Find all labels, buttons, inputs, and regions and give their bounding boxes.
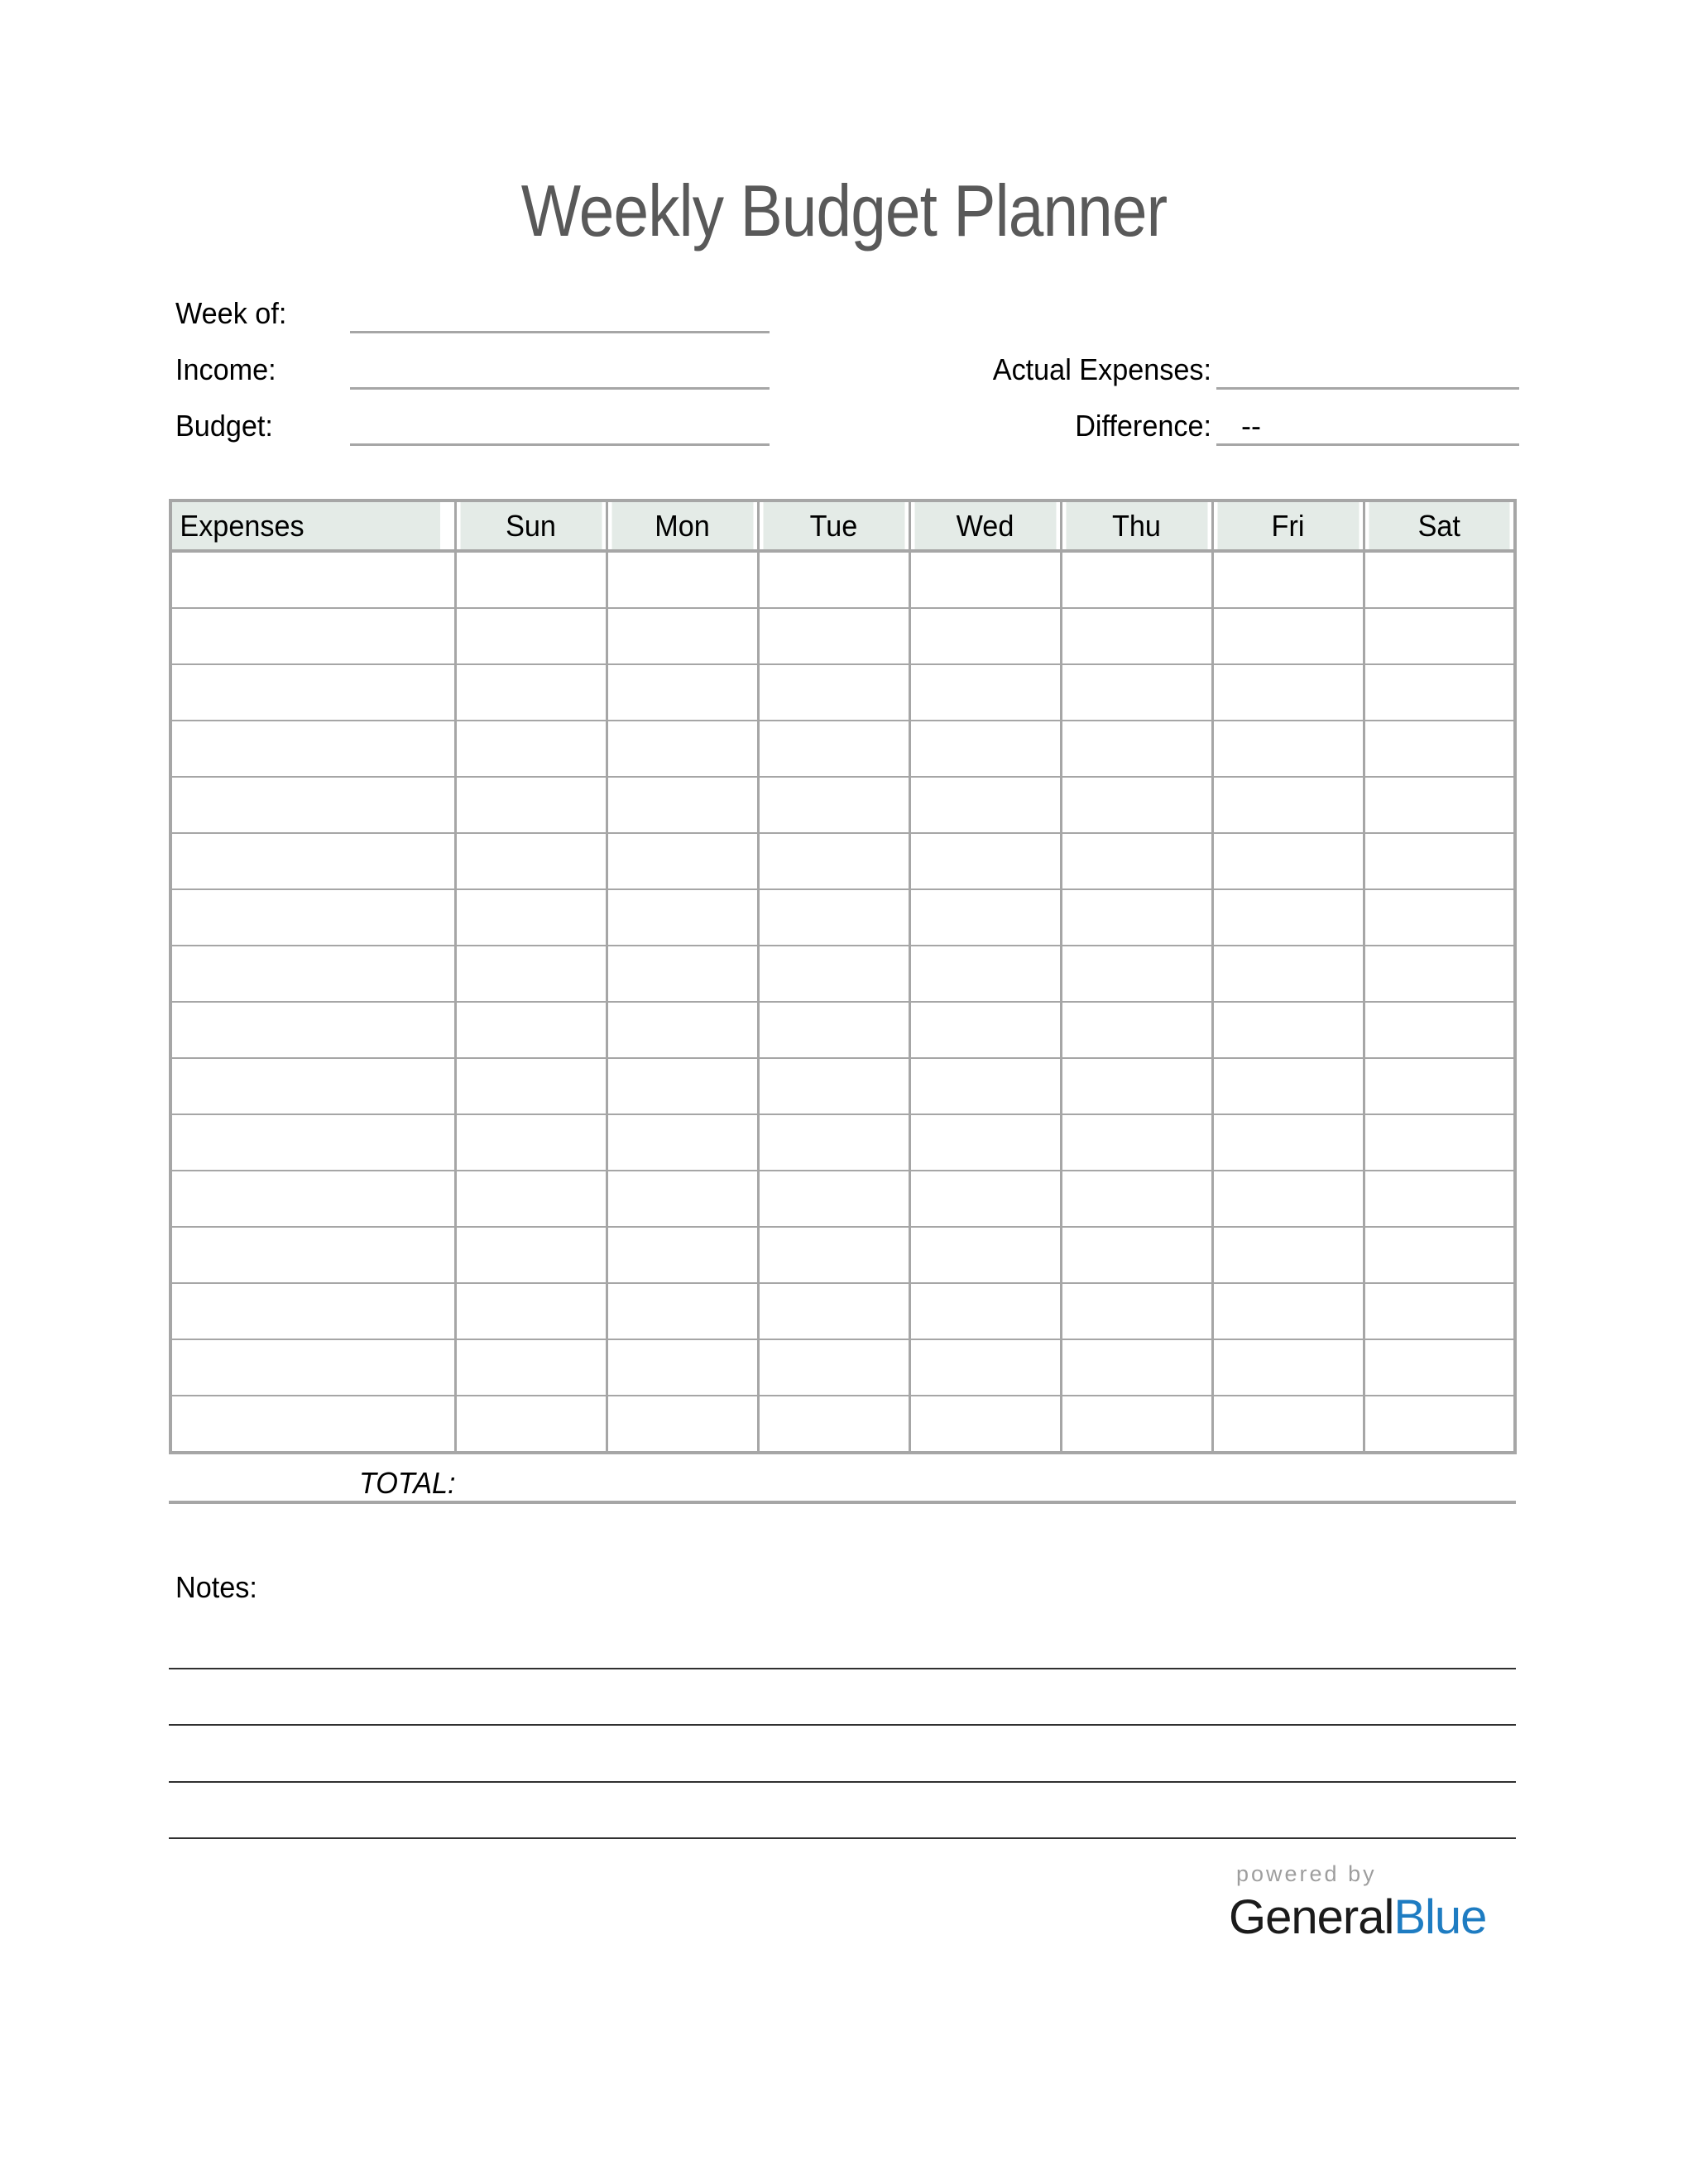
day-cell-mon[interactable] (607, 1396, 758, 1453)
expense-name-cell[interactable] (170, 777, 455, 833)
expense-name-cell[interactable] (170, 1227, 455, 1283)
day-cell-fri[interactable] (1212, 889, 1364, 946)
table-row (170, 946, 1515, 1002)
day-cell-thu[interactable] (1061, 608, 1212, 664)
day-cell-sat[interactable] (1364, 1114, 1515, 1171)
day-cell-mon[interactable] (607, 608, 758, 664)
expense-name-cell[interactable] (170, 1114, 455, 1171)
day-cell-wed[interactable] (909, 1002, 1061, 1058)
day-cell-sat[interactable] (1364, 1227, 1515, 1283)
day-cell-sat[interactable] (1364, 1171, 1515, 1227)
day-cell-sun[interactable] (455, 777, 607, 833)
day-cell-mon[interactable] (607, 777, 758, 833)
day-cell-fri[interactable] (1212, 1283, 1364, 1339)
day-cell-tue[interactable] (758, 608, 909, 664)
day-cell-sun[interactable] (455, 1114, 607, 1171)
day-cell-wed[interactable] (909, 551, 1061, 608)
week-of-label: Week of: (175, 296, 287, 330)
day-cell-tue[interactable] (758, 1114, 909, 1171)
table-row (170, 1396, 1515, 1453)
day-cell-thu[interactable] (1061, 1283, 1212, 1339)
column-header: Sat (1368, 500, 1512, 551)
day-cell-sun[interactable] (455, 1002, 607, 1058)
expenses-table-header (170, 500, 1515, 551)
income-label: Income: (175, 352, 276, 386)
day-cell-tue[interactable] (758, 1283, 909, 1339)
day-cell-mon[interactable] (607, 551, 758, 608)
day-cell-thu[interactable] (1061, 1396, 1212, 1453)
day-cell-sat[interactable] (1364, 889, 1515, 946)
day-cell-sun[interactable] (455, 889, 607, 946)
day-cell-wed[interactable] (909, 946, 1061, 1002)
day-cell-wed[interactable] (909, 777, 1061, 833)
day-cell-fri[interactable] (1212, 1058, 1364, 1114)
day-cell-thu[interactable] (1061, 551, 1212, 608)
day-cell-wed[interactable] (909, 1227, 1061, 1283)
day-cell-mon[interactable] (607, 664, 758, 721)
day-cell-tue[interactable] (758, 551, 909, 608)
day-cell-thu[interactable] (1061, 664, 1212, 721)
day-cell-fri[interactable] (1212, 1171, 1364, 1227)
day-cell-tue[interactable] (758, 777, 909, 833)
day-cell-thu[interactable] (1061, 1227, 1212, 1283)
day-cell-fri[interactable] (1212, 833, 1364, 889)
day-cell-sat[interactable] (1364, 721, 1515, 777)
day-cell-tue[interactable] (758, 721, 909, 777)
table-row (170, 1339, 1515, 1396)
day-cell-sun[interactable] (455, 551, 607, 608)
table-row (170, 1114, 1515, 1171)
table-row (170, 664, 1515, 721)
day-cell-mon[interactable] (607, 1339, 758, 1396)
day-cell-mon[interactable] (607, 1283, 758, 1339)
day-cell-tue[interactable] (758, 889, 909, 946)
day-cell-sat[interactable] (1364, 551, 1515, 608)
expense-name-cell[interactable] (170, 1283, 455, 1339)
day-cell-sun[interactable] (455, 1227, 607, 1283)
day-cell-wed[interactable] (909, 833, 1061, 889)
day-cell-sun[interactable] (455, 833, 607, 889)
table-row (170, 551, 1515, 608)
expense-name-cell[interactable] (170, 889, 455, 946)
day-cell-wed[interactable] (909, 721, 1061, 777)
expense-name-cell[interactable] (170, 1339, 455, 1396)
day-cell-thu[interactable] (1061, 1114, 1212, 1171)
day-cell-sat[interactable] (1364, 1339, 1515, 1396)
income-field-line[interactable] (350, 387, 770, 390)
day-cell-sat[interactable] (1364, 946, 1515, 1002)
day-cell-fri[interactable] (1212, 1339, 1364, 1396)
day-cell-wed[interactable] (909, 1396, 1061, 1453)
day-cell-thu[interactable] (1061, 1171, 1212, 1227)
day-cell-sun[interactable] (455, 664, 607, 721)
day-cell-wed[interactable] (909, 608, 1061, 664)
brand-general: General (1229, 1890, 1394, 1944)
day-cell-thu[interactable] (1061, 946, 1212, 1002)
day-cell-sat[interactable] (1364, 777, 1515, 833)
day-cell-fri[interactable] (1212, 1002, 1364, 1058)
expenses-table-body (170, 551, 1515, 1453)
difference-value: -- (1241, 409, 1261, 443)
day-cell-tue[interactable] (758, 1396, 909, 1453)
day-cell-sun[interactable] (455, 608, 607, 664)
day-cell-wed[interactable] (909, 1171, 1061, 1227)
day-cell-sun[interactable] (455, 946, 607, 1002)
day-cell-fri[interactable] (1212, 1396, 1364, 1453)
note-line[interactable] (169, 1669, 1516, 1727)
difference-field-line[interactable] (1216, 443, 1519, 446)
budget-label: Budget: (175, 409, 273, 443)
day-cell-tue[interactable] (758, 1339, 909, 1396)
expense-name-cell[interactable] (170, 721, 455, 777)
day-cell-sat[interactable] (1364, 1283, 1515, 1339)
expense-name-cell[interactable] (170, 1002, 455, 1058)
day-cell-fri[interactable] (1212, 551, 1364, 608)
day-cell-thu[interactable] (1061, 721, 1212, 777)
column-header: Expenses (170, 500, 441, 551)
table-row (170, 833, 1515, 889)
day-cell-tue[interactable] (758, 1171, 909, 1227)
day-cell-sat[interactable] (1364, 833, 1515, 889)
day-cell-thu[interactable] (1061, 1339, 1212, 1396)
day-cell-wed[interactable] (909, 889, 1061, 946)
day-cell-thu[interactable] (1061, 1058, 1212, 1114)
day-cell-mon[interactable] (607, 946, 758, 1002)
day-cell-tue[interactable] (758, 833, 909, 889)
column-header: Wed (914, 500, 1057, 551)
expense-name-cell[interactable] (170, 551, 455, 608)
day-cell-sun[interactable] (455, 1058, 607, 1114)
day-cell-mon[interactable] (607, 1114, 758, 1171)
total-line[interactable] (169, 1501, 1516, 1504)
day-cell-sun[interactable] (455, 1396, 607, 1453)
table-row (170, 1283, 1515, 1339)
note-line[interactable] (169, 1783, 1516, 1840)
actual-expenses-field-line[interactable] (1216, 387, 1519, 390)
header-row (170, 500, 1515, 551)
expense-name-cell[interactable] (170, 1171, 455, 1227)
day-cell-fri[interactable] (1212, 721, 1364, 777)
difference-label: Difference: (1075, 409, 1211, 443)
table-row (170, 1002, 1515, 1058)
day-cell-tue[interactable] (758, 946, 909, 1002)
day-cell-tue[interactable] (758, 664, 909, 721)
day-cell-sun[interactable] (455, 1283, 607, 1339)
day-cell-sat[interactable] (1364, 1058, 1515, 1114)
table-row (170, 1058, 1515, 1114)
day-cell-sun[interactable] (455, 1339, 607, 1396)
column-header: Sun (459, 500, 603, 551)
day-cell-sat[interactable] (1364, 664, 1515, 721)
column-header: Thu (1065, 500, 1209, 551)
day-cell-mon[interactable] (607, 1058, 758, 1114)
note-line[interactable] (169, 1726, 1516, 1783)
day-cell-thu[interactable] (1061, 777, 1212, 833)
day-cell-mon[interactable] (607, 889, 758, 946)
day-cell-wed[interactable] (909, 1058, 1061, 1114)
table-row (170, 1171, 1515, 1227)
expenses-table (169, 499, 1517, 1454)
day-cell-mon[interactable] (607, 1227, 758, 1283)
day-cell-thu[interactable] (1061, 1002, 1212, 1058)
day-cell-fri[interactable] (1212, 1114, 1364, 1171)
column-header: Mon (611, 500, 755, 551)
day-cell-fri[interactable] (1212, 1227, 1364, 1283)
day-cell-tue[interactable] (758, 1002, 909, 1058)
day-cell-sat[interactable] (1364, 1396, 1515, 1453)
day-cell-sun[interactable] (455, 721, 607, 777)
table-row (170, 1227, 1515, 1283)
budget-field-line[interactable] (350, 443, 770, 446)
day-cell-mon[interactable] (607, 1002, 758, 1058)
day-cell-fri[interactable] (1212, 664, 1364, 721)
column-header: Tue (762, 500, 906, 551)
page-title: Weekly Budget Planner (520, 170, 1168, 251)
actual-expenses-label: Actual Expenses: (992, 352, 1211, 386)
table-row (170, 721, 1515, 777)
column-header: Fri (1216, 500, 1360, 551)
week-of-field-line[interactable] (350, 331, 770, 333)
powered-by-text: powered by (1236, 1861, 1377, 1886)
day-cell-mon[interactable] (607, 833, 758, 889)
expense-name-cell[interactable] (170, 664, 455, 721)
table-row (170, 889, 1515, 946)
notes-label: Notes: (175, 1570, 257, 1604)
day-cell-sun[interactable] (455, 1171, 607, 1227)
day-cell-wed[interactable] (909, 1283, 1061, 1339)
day-cell-thu[interactable] (1061, 833, 1212, 889)
day-cell-tue[interactable] (758, 1058, 909, 1114)
expense-name-cell[interactable] (170, 946, 455, 1002)
notes-lines (169, 1612, 1516, 1839)
note-line[interactable] (169, 1612, 1516, 1669)
day-cell-mon[interactable] (607, 1171, 758, 1227)
day-cell-fri[interactable] (1212, 608, 1364, 664)
table-row (170, 777, 1515, 833)
day-cell-tue[interactable] (758, 1227, 909, 1283)
expense-name-cell[interactable] (170, 833, 455, 889)
day-cell-sat[interactable] (1364, 1002, 1515, 1058)
expense-name-cell[interactable] (170, 1058, 455, 1114)
day-cell-wed[interactable] (909, 664, 1061, 721)
expense-name-cell[interactable] (170, 608, 455, 664)
day-cell-mon[interactable] (607, 721, 758, 777)
day-cell-thu[interactable] (1061, 889, 1212, 946)
generalblue-logo (1229, 1889, 1486, 1945)
day-cell-wed[interactable] (909, 1114, 1061, 1171)
expense-name-cell[interactable] (170, 1396, 455, 1453)
day-cell-fri[interactable] (1212, 777, 1364, 833)
brand-blue: Blue (1393, 1890, 1487, 1944)
table-row (170, 608, 1515, 664)
day-cell-wed[interactable] (909, 1339, 1061, 1396)
total-label: TOTAL: (359, 1466, 456, 1500)
day-cell-fri[interactable] (1212, 946, 1364, 1002)
day-cell-sat[interactable] (1364, 608, 1515, 664)
